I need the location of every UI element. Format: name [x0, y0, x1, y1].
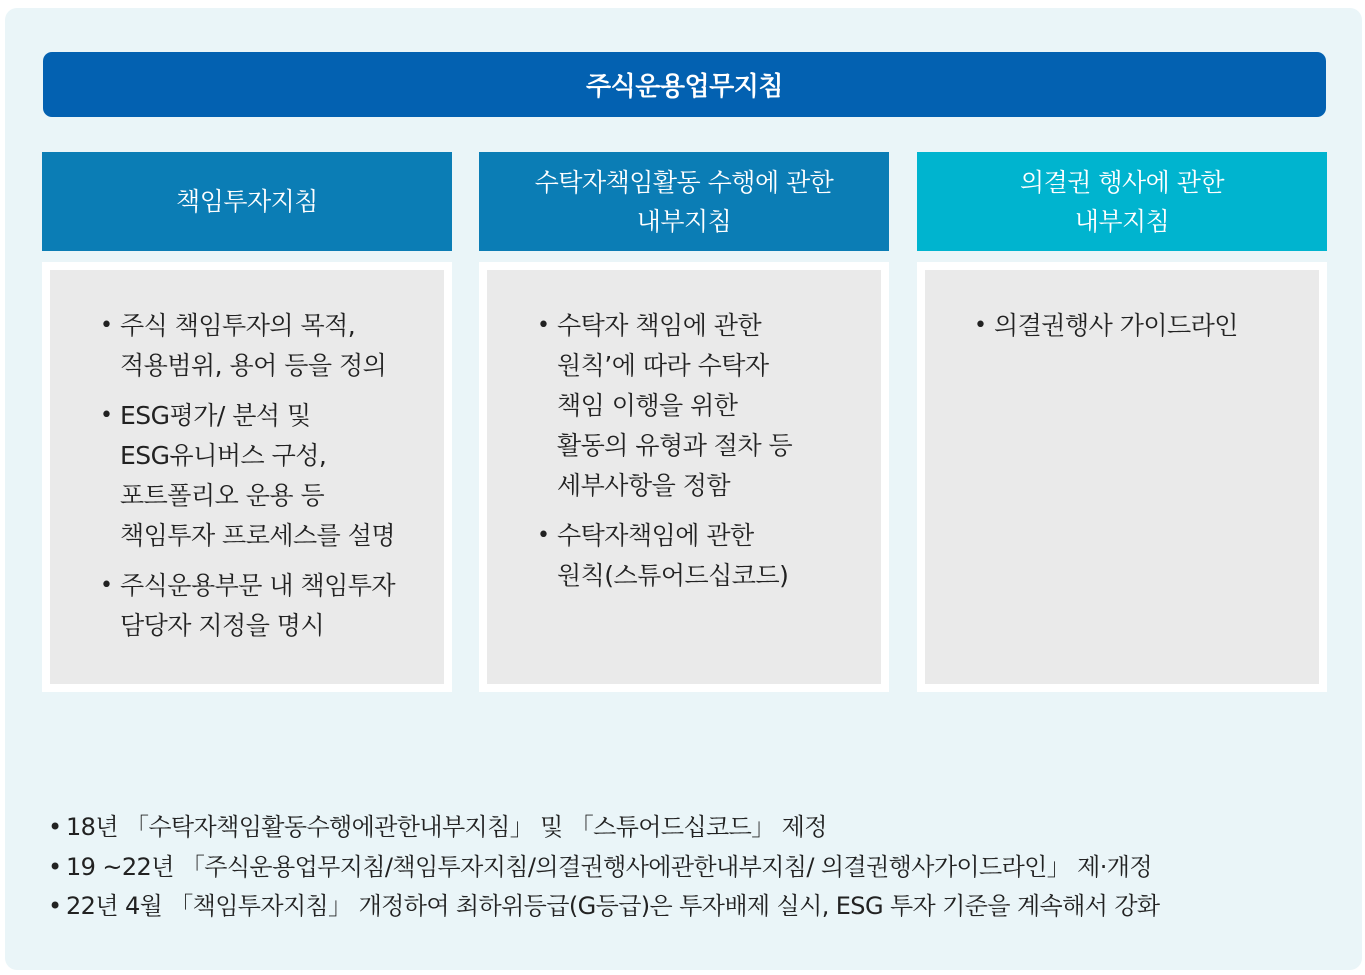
bullet-line: 의결권행사 가이드라인: [994, 311, 1238, 340]
column-1-header-line: 책임투자지침: [176, 187, 318, 216]
bullet-dot: •: [537, 523, 550, 548]
bullet-dot: •: [974, 313, 987, 338]
bullet-dot: •: [48, 852, 62, 881]
column-3-content: [925, 270, 1319, 684]
column-1-bullet-list: [100, 306, 444, 646]
history-notes: [48, 808, 1159, 927]
column-3-bullet-list: [974, 306, 1319, 346]
history-note-text: 19 ~22년 「주식운용업무지침/책임투자지침/의결권행사에관한내부지침/ 의결권행사가이드라인」 제·개정: [66, 852, 1152, 881]
history-note-text: 18년 「수탁자책임활동수행에관한내부지침」 및 「스튜어드십코드」 제정: [66, 813, 827, 841]
column-2-box: [479, 262, 889, 692]
bullet-dot: •: [100, 573, 113, 598]
bullet-dot: •: [100, 403, 113, 428]
bullet-line: 주식운용부문 내 책임투자: [120, 571, 396, 600]
bullet-item: [537, 306, 881, 506]
history-note: [48, 887, 1159, 927]
column-2-header: [479, 152, 889, 251]
bullet-item: [974, 306, 1319, 346]
bullet-dot: •: [537, 313, 550, 338]
bullet-dot: •: [48, 892, 62, 920]
column-1-content: [50, 270, 444, 684]
bullet-line: 책임 이행을 위한: [557, 391, 738, 420]
bullet-line: ESG유니버스 구성,: [120, 441, 327, 470]
bullet-line: 원칙’에 따라 수탁자: [557, 351, 769, 380]
column-3-box: [917, 262, 1327, 692]
history-note-text: 22년 4월 「책임투자지침」 개정하여 최하위등급(G등급)은 투자배제 실시, ESG 투자 기준을 계속해서 강화: [66, 892, 1160, 920]
bullet-line: 담당자 지정을 명시: [120, 611, 325, 640]
bullet-item: [537, 516, 881, 596]
column-3-header: [917, 152, 1327, 251]
bullet-line: 적용범위, 용어 등을 정의: [120, 351, 387, 380]
bullet-line: 원칙(스튜어드십코드): [557, 561, 789, 590]
page-title: 주식운용업무지침: [586, 72, 783, 102]
column-2-content: [487, 270, 881, 684]
column-2-header-line: 수탁자책임활동 수행에 관한: [534, 167, 834, 197]
bullet-line: 포트폴리오 운용 등: [120, 481, 325, 510]
column-1-box: [42, 262, 452, 692]
column-2-header-line: 내부지침: [636, 206, 732, 236]
bullet-dot: •: [100, 313, 113, 338]
bullet-dot: •: [48, 813, 62, 841]
bullet-line: 주식 책임투자의 목적,: [120, 311, 356, 340]
bullet-line: 세부사항을 정함: [557, 471, 730, 500]
bullet-line: 수탁자책임에 관한: [557, 521, 754, 550]
column-2-bullet-list: [537, 306, 881, 596]
history-note: [48, 848, 1159, 888]
column-3-header-line: 내부지침: [1074, 206, 1170, 236]
history-note: [48, 808, 1159, 848]
bullet-item: [100, 306, 444, 386]
top-title-bar: [43, 52, 1326, 117]
bullet-item: [100, 566, 444, 646]
bullet-line: 활동의 유형과 절차 등: [557, 431, 793, 460]
column-3-header-line: 의결권 행사에 관한: [1019, 167, 1225, 197]
bullet-line: 수탁자 책임에 관한: [557, 311, 762, 340]
bullet-line: 책임투자 프로세스를 설명: [120, 521, 396, 550]
bullet-item: [100, 396, 444, 556]
column-1-header: [42, 152, 452, 251]
bullet-line: ESG평가/ 분석 및: [120, 401, 311, 430]
